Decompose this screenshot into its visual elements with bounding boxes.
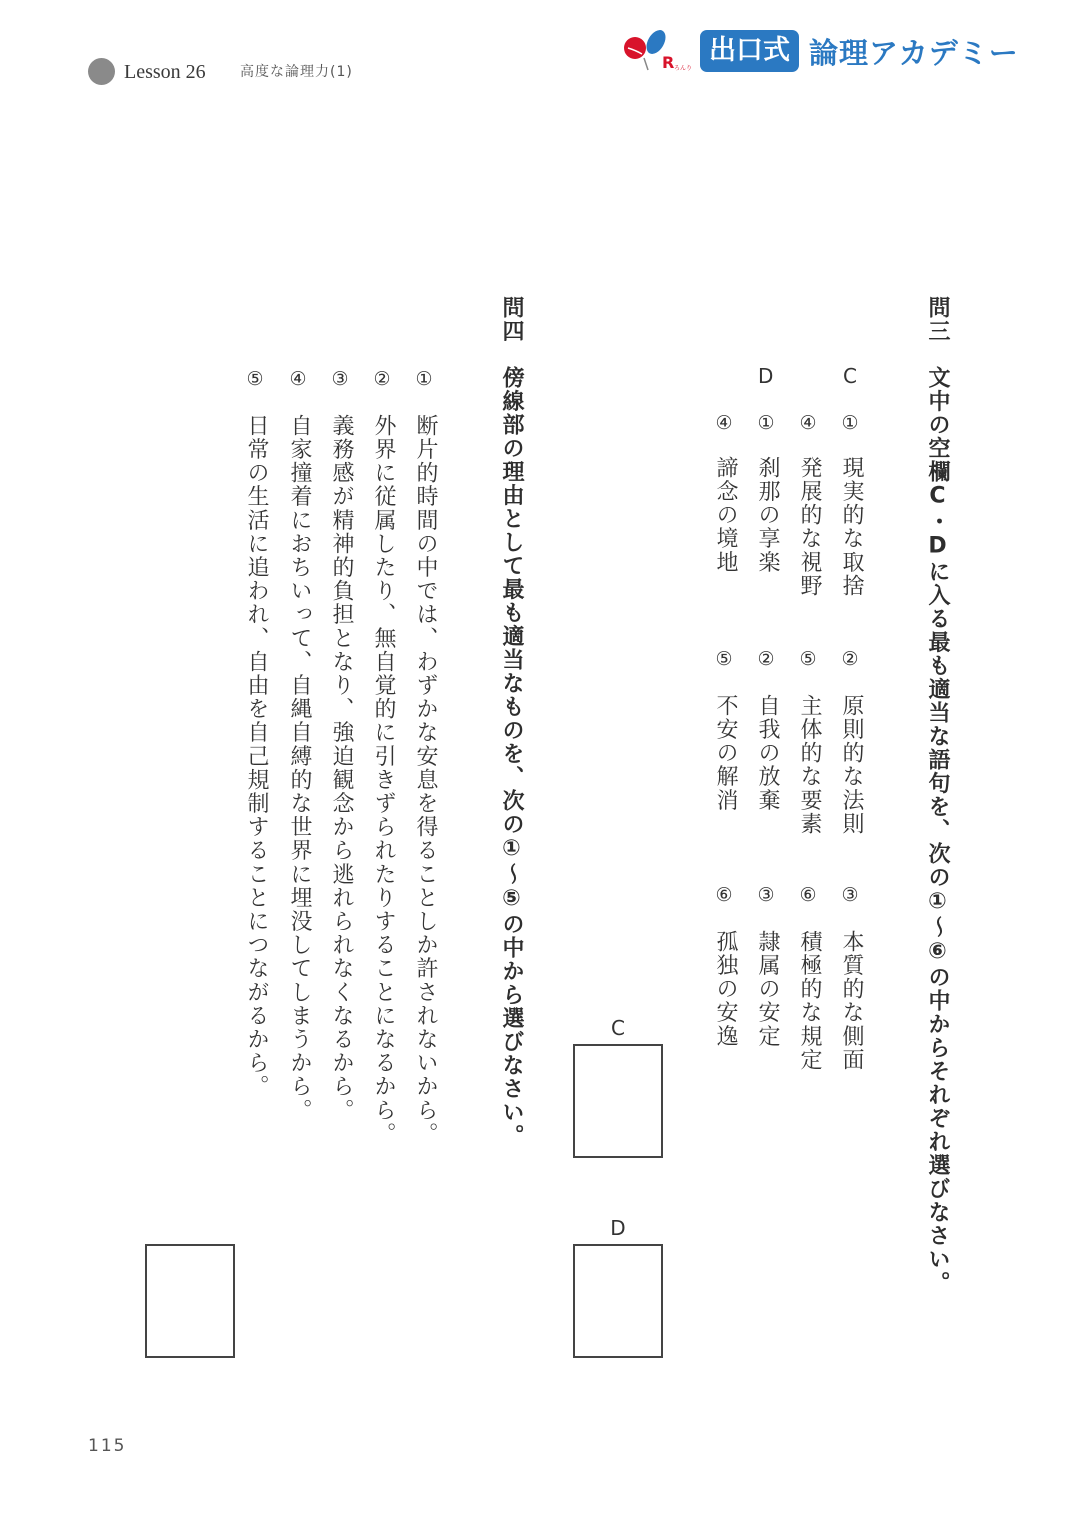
- choice-number: ⑥: [797, 884, 819, 906]
- q4-choice-1[interactable]: 断片的時間の中では、わずかな安息を得ることしか許されないから。: [413, 414, 438, 1146]
- choice-number: ②: [371, 368, 393, 390]
- answer-box-c-label: C: [611, 1016, 625, 1040]
- choice-number: ③: [329, 368, 351, 390]
- choice-number: ③: [839, 884, 861, 906]
- answer-box-q4[interactable]: [145, 1244, 235, 1358]
- lesson-title: 高度な論理力(1): [240, 64, 353, 80]
- choice-number: ⑤: [244, 368, 266, 390]
- choice-number: ④: [287, 368, 309, 390]
- choice-d2[interactable]: 自我の放棄: [755, 694, 780, 812]
- choice-d5[interactable]: 不安の解消: [713, 694, 738, 812]
- choice-d6[interactable]: 孤独の安逸: [713, 930, 738, 1048]
- q4-choice-4[interactable]: 自家撞着におちいって、自縄自縛的な世界に埋没してしまうから。: [287, 414, 312, 1122]
- choice-c6[interactable]: 積極的な規定: [797, 930, 822, 1072]
- page-number: 115: [88, 1436, 127, 1456]
- choice-number: ④: [797, 412, 819, 434]
- svg-text:ろんり: ろんり: [674, 65, 693, 72]
- choice-c5[interactable]: 主体的な要素: [797, 694, 822, 836]
- choice-number: ④: [713, 412, 735, 434]
- brand-logo: [622, 28, 1019, 74]
- question4-label: 問四: [499, 296, 524, 343]
- q4-choice-5[interactable]: 日常の生活に追われ、自由を自己規制することにつながるから。: [244, 414, 269, 1099]
- choice-d1[interactable]: 刹那の享楽: [755, 456, 780, 574]
- lesson-bullet-icon: [88, 58, 115, 85]
- choice-c4[interactable]: 発展的な視野: [797, 456, 822, 598]
- choice-d3[interactable]: 隷属の安定: [755, 930, 780, 1048]
- choice-c3[interactable]: 本質的な側面: [839, 930, 864, 1072]
- svg-text:R: R: [662, 53, 675, 72]
- choice-number: ②: [755, 648, 777, 670]
- choice-number: ①: [839, 412, 861, 434]
- choice-number: ⑤: [797, 648, 819, 670]
- choice-number: ③: [755, 884, 777, 906]
- answer-box-d[interactable]: [573, 1244, 663, 1358]
- choice-number: ⑤: [713, 648, 735, 670]
- logo-title: 論理アカデミー: [809, 35, 1019, 70]
- choice-number: ⑥: [713, 884, 735, 906]
- answer-box-c[interactable]: [573, 1044, 663, 1158]
- group-label-d: D: [758, 364, 774, 388]
- choice-number: ②: [839, 648, 861, 670]
- q4-choice-3[interactable]: 義務感が精神的負担となり、強迫観念から逃れられなくなるから。: [329, 414, 354, 1122]
- q4-choice-2[interactable]: 外界に従属したり、無自覚的に引きずられたりすることになるから。: [371, 414, 396, 1146]
- logo-badge: 出口式: [700, 30, 799, 72]
- choice-number: ①: [413, 368, 435, 390]
- question3-instruction: 文中の空欄C・Dに入る最も適当な語句を、次の①〜⑥の中からそれぞれ選びなさい。: [925, 366, 950, 1295]
- question4-instruction: 傍線部の理由として最も適当なものを、次の①〜⑤の中から選びなさい。: [499, 366, 524, 1148]
- clover-logo-icon: [622, 28, 694, 74]
- group-label-c: C: [843, 364, 857, 388]
- lesson-number: Lesson 26: [124, 61, 206, 83]
- choice-c2[interactable]: 原則的な法則: [839, 694, 864, 836]
- choice-c1[interactable]: 現実的な取捨: [839, 456, 864, 598]
- question3-label: 問三: [925, 296, 950, 343]
- answer-box-d-label: D: [610, 1216, 626, 1240]
- choice-d4[interactable]: 諦念の境地: [713, 456, 738, 574]
- choice-number: ①: [755, 412, 777, 434]
